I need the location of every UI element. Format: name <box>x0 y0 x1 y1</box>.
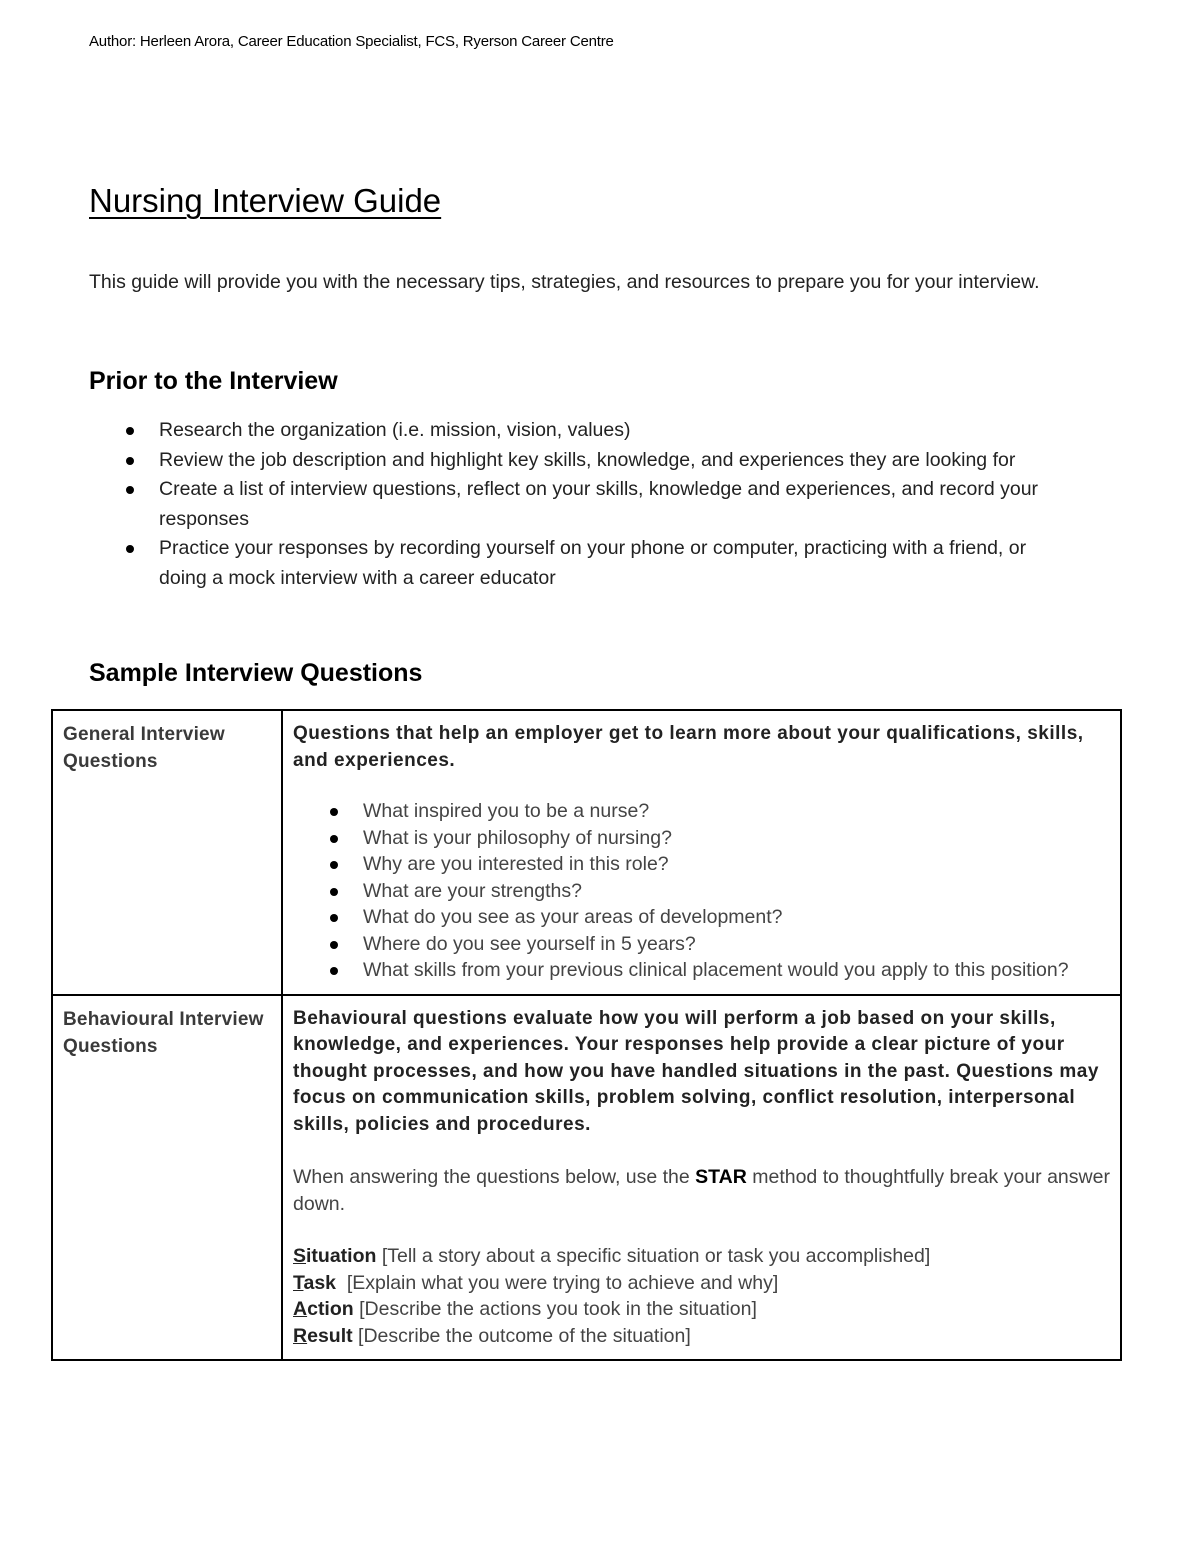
star-initial: T <box>293 1271 304 1294</box>
list-item: Create a list of interview questions, reflect on your skills, knowledge and experiences, and record your responses <box>159 475 1059 534</box>
star-term-rest: ituation <box>306 1245 377 1267</box>
star-row-result <box>293 1323 1110 1350</box>
list-item: Where do you see yourself in 5 years? <box>363 931 1110 958</box>
star-initial: R <box>293 1324 308 1347</box>
star-row-task <box>293 1270 1110 1297</box>
list-item: Research the organization (i.e. mission, vision, values) <box>159 416 1059 446</box>
list-item: What is your philosophy of nursing? <box>363 825 1110 852</box>
author-line: Author: Herleen Arora, Career Education Specialist, FCS, Ryerson Career Centre <box>89 33 614 50</box>
star-initial: A <box>293 1298 308 1320</box>
general-category-cell <box>52 710 282 995</box>
star-description: [Describe the outcome of the situation] <box>352 1324 691 1347</box>
star-intro-after: method to thoughtfully break your answer down. <box>293 1166 1110 1215</box>
list-item: What do you see as your areas of development? <box>363 904 1110 931</box>
star-description: [Describe the actions you took in the situation] <box>353 1298 757 1320</box>
star-word: STAR <box>695 1166 747 1188</box>
general-category: General Interview Questions <box>63 724 225 772</box>
general-question-list <box>293 798 1110 984</box>
star-row-situation <box>293 1243 1110 1270</box>
list-item: Why are you interested in this role? <box>363 851 1110 878</box>
behavioural-lead: Behavioural questions evaluate how you will perform a job based on your skills, knowledge, and experiences. Your responses help provide a clear picture of your thought processes, and how you have handled situations in the past. Questions may focus on communication skills, problem solving, conflict resolution, interpersonal skills, policies and procedures. <box>293 1007 1099 1135</box>
table-row <box>52 995 1121 1361</box>
star-description: [Explain what you were trying to achieve and why] <box>336 1271 779 1294</box>
behavioural-category: Behavioural Interview Questions <box>63 1008 264 1057</box>
general-content-cell <box>282 710 1121 995</box>
star-initial: S <box>293 1245 307 1267</box>
list-item: What inspired you to be a nurse? <box>363 798 1110 825</box>
star-term-rest: esult <box>307 1324 353 1347</box>
table-row <box>52 710 1121 995</box>
star-term-rest: ction <box>307 1298 354 1320</box>
behavioural-category-cell <box>52 995 282 1361</box>
list-item: Practice your responses by recording yourself on your phone or computer, practicing with a friend, or doing a mock interview with a career educator <box>159 534 1059 593</box>
intro-paragraph: This guide will provide you with the necessary tips, strategies, and resources to prepare you for your interview. <box>89 271 1040 293</box>
page-title: Nursing Interview Guide <box>89 182 442 219</box>
list-item: What are your strengths? <box>363 878 1110 905</box>
behavioural-content-cell <box>282 995 1121 1361</box>
star-term-rest: ask <box>303 1271 337 1294</box>
star-intro-before: When answering the questions below, use the <box>293 1166 696 1188</box>
star-row-action <box>293 1296 1110 1323</box>
general-lead: Questions that help an employer get to learn more about your qualifications, skills, and experiences. <box>293 723 1084 771</box>
sample-heading: Sample Interview Questions <box>89 659 423 687</box>
list-item: What skills from your previous clinical placement would you apply to this position? <box>363 957 1110 984</box>
star-list <box>293 1243 1110 1349</box>
star-intro <box>293 1164 1110 1217</box>
prior-list <box>159 416 1059 593</box>
prior-heading: Prior to the Interview <box>89 367 338 395</box>
star-description: [Tell a story about a specific situation or task you accomplished] <box>376 1245 931 1267</box>
questions-table <box>51 709 1122 1361</box>
list-item: Review the job description and highlight key skills, knowledge, and experiences they are looking for <box>159 446 1059 476</box>
